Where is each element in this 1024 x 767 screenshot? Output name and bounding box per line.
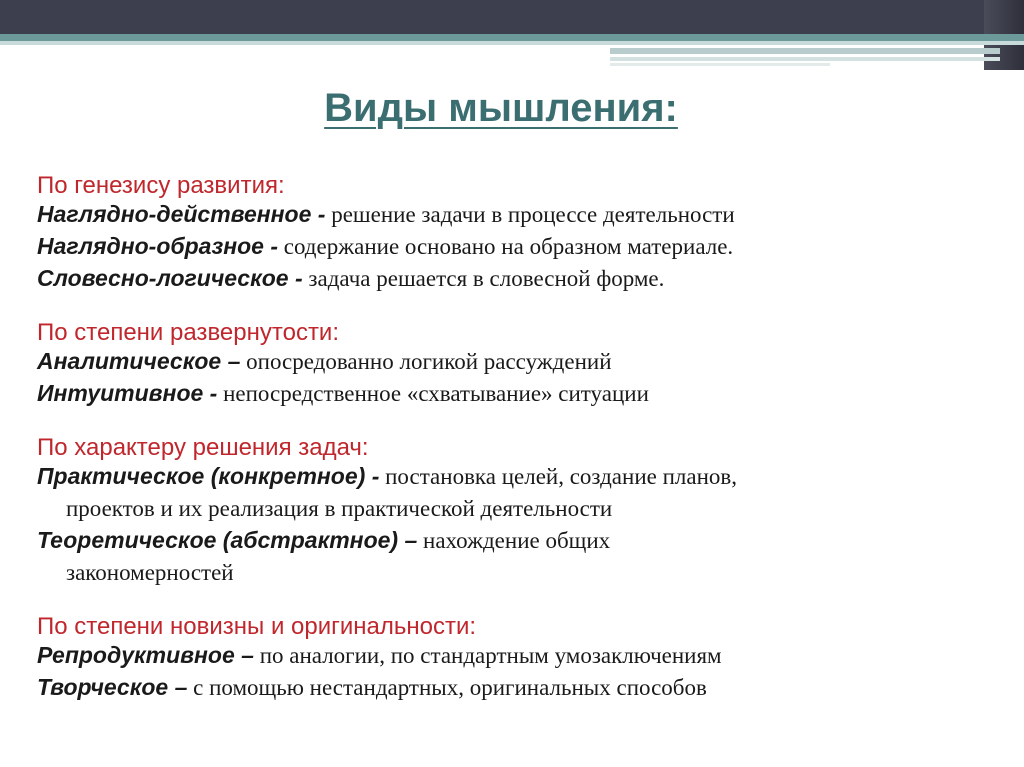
item-description: нахождение общих xyxy=(417,528,611,553)
decor-stripe xyxy=(610,57,1000,61)
item-description: решение задачи в процессе деятельности xyxy=(325,202,735,227)
item-term: Практическое (конкретное) xyxy=(37,463,366,489)
section-genesis xyxy=(37,171,997,296)
list-item xyxy=(37,264,997,296)
item-description: задача решается в словесной форме. xyxy=(302,266,665,291)
list-item xyxy=(37,526,997,558)
item-description: опосредованно логикой рассуждений xyxy=(240,349,612,374)
section-heading: По степени развернутости: xyxy=(37,319,340,346)
item-term: Наглядно-образное xyxy=(37,233,264,259)
item-term: Творческое xyxy=(37,674,169,700)
item-separator: - xyxy=(365,463,380,489)
list-item-continuation xyxy=(37,558,997,590)
section-development xyxy=(37,318,997,411)
list-item xyxy=(37,673,997,705)
item-description-cont: закономерностей xyxy=(66,560,234,585)
list-item xyxy=(37,232,997,264)
section-heading: По генезису развития: xyxy=(37,172,285,199)
decor-stripe xyxy=(610,63,830,66)
list-item xyxy=(37,347,997,379)
list-item xyxy=(37,379,997,411)
decor-stripe xyxy=(610,48,1000,54)
item-separator: – xyxy=(398,527,418,553)
item-description-cont: проектов и их реализация в практической деятельности xyxy=(66,496,613,521)
item-description: содержание основано на образном материале. xyxy=(278,234,734,259)
item-description: постановка целей, создание планов, xyxy=(379,464,737,489)
item-separator: – xyxy=(168,674,188,700)
item-term: Аналитическое xyxy=(37,348,222,374)
item-term: Репродуктивное xyxy=(37,642,235,668)
list-item-continuation xyxy=(37,494,997,526)
slide-body xyxy=(37,171,997,727)
accent-stripe xyxy=(0,34,1024,41)
item-separator: - xyxy=(203,380,218,406)
item-separator: - xyxy=(288,265,303,291)
section-task-solving xyxy=(37,433,997,590)
item-term: Словесно-логическое xyxy=(37,265,289,291)
item-term: Интуитивное xyxy=(37,380,204,406)
accent-stripe-light xyxy=(0,41,1024,45)
section-heading: По степени новизны и оригинальности: xyxy=(37,613,477,640)
header-bar xyxy=(0,0,1024,34)
item-description: с помощью нестандартных, оригинальных способов xyxy=(187,675,707,700)
list-item xyxy=(37,200,997,232)
item-description: непосредственное «схватывание» ситуации xyxy=(217,381,649,406)
item-term: Теоретическое (абстрактное) xyxy=(37,527,399,553)
item-separator: – xyxy=(221,348,241,374)
section-heading: По характеру решения задач: xyxy=(37,434,369,461)
slide-title: Виды мышления: xyxy=(324,86,678,130)
item-separator: – xyxy=(234,642,254,668)
item-term: Наглядно-действенное xyxy=(37,201,312,227)
section-novelty xyxy=(37,612,997,705)
item-separator: - xyxy=(263,233,279,259)
list-item xyxy=(37,641,997,673)
item-description: по аналогии, по стандартным умозаключениям xyxy=(253,643,722,668)
list-item xyxy=(37,462,997,494)
item-separator: - xyxy=(311,201,326,227)
